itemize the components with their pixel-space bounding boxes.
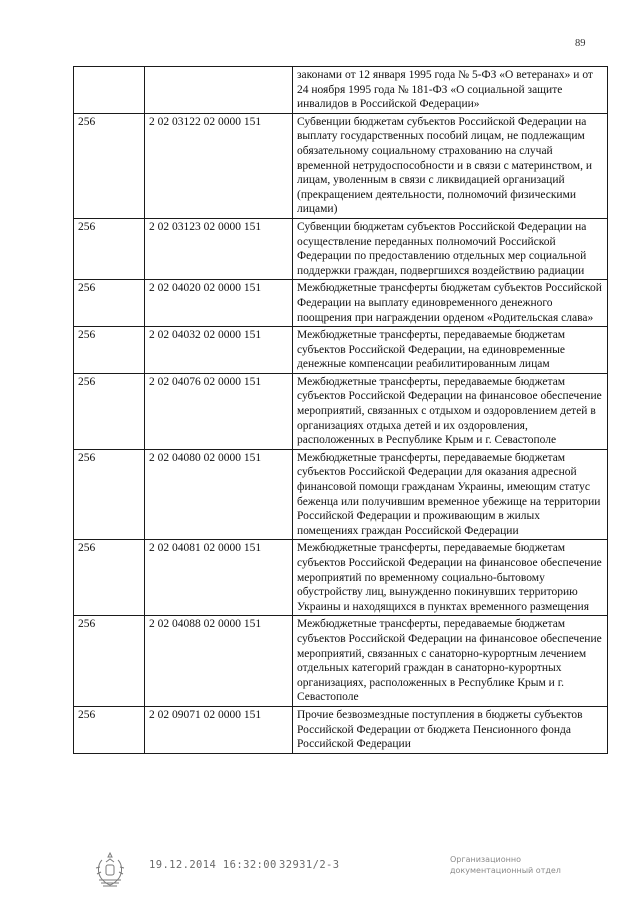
table-row [74, 540, 608, 616]
revenue-name-cell: Субвенции бюджетам субъектов Российской Федерации на осуществление переданных полномочий Российской Федерации по предоставлению отдельных мер социальной поддержки граждан, подвергшихся воздействию радиации [293, 218, 608, 279]
admin-code-cell: 256 [74, 706, 145, 753]
admin-code-cell: 256 [74, 616, 145, 707]
table-row [74, 373, 608, 449]
revenue-name-cell: Субвенции бюджетам субъектов Российской Федерации на выплату государственных пособий лицам, не подлежащим обязательному социальному страхованию на случай временной нетрудоспособности и в связи с материнством, и лицам, уволенным в связи с ликвидацией организаций (прекращением деятельности, полномочий физическими лицами) [293, 113, 608, 218]
page-number: 89 [575, 38, 586, 49]
revenue-name-cell: Прочие безвозмездные поступления в бюджеты субъектов Российской Федерации от бюджета Пенсионного фонда Российской Федерации [293, 706, 608, 753]
budget-code-cell: 2 02 09071 02 0000 151 [145, 706, 293, 753]
revenue-name-cell: Межбюджетные трансферты бюджетам субъектов Российской Федерации на выплату единовременного денежного поощрения при награждении орденом «Родительская слава» [293, 280, 608, 327]
revenue-name-cell: Межбюджетные трансферты, передаваемые бюджетам субъектов Российской Федерации на финансовое обеспечение мероприятий по временному социально-бытовому обустройству лиц, вынужденно покинувших территорию Украины и находящихся в пунктах временного размещения [293, 540, 608, 616]
revenue-name-cell: Межбюджетные трансферты, передаваемые бюджетам субъектов Российской Федерации на финансовое обеспечение мероприятий, связанных с отдыхом и оздоровлением детей в организациях отдыха детей и их оздоровления, расположенных в Республике Крым и г. Севастополе [293, 373, 608, 449]
stamp-date: 19.12.2014 16:32:00 [149, 859, 277, 871]
budget-code-cell: 2 02 03122 02 0000 151 [145, 113, 293, 218]
admin-code-cell: 256 [74, 218, 145, 279]
table-row [74, 327, 608, 374]
table-row [74, 616, 608, 707]
budget-code-cell: 2 02 04081 02 0000 151 [145, 540, 293, 616]
stamp-department-line: документационный отдел [450, 866, 561, 875]
revenue-name-cell: Межбюджетные трансферты, передаваемые бюджетам субъектов Российской Федерации на финансовое обеспечение мероприятий, связанных с санаторно-курортным лечением отдельных категорий граждан в санаторно-курортных организациях, расположенных в Республике Крым и г. Севастополе [293, 616, 608, 707]
table-row [74, 706, 608, 753]
admin-code-cell: 256 [74, 540, 145, 616]
admin-code-cell: 256 [74, 449, 145, 540]
admin-code-cell: 256 [74, 373, 145, 449]
budget-code-cell: 2 02 04080 02 0000 151 [145, 449, 293, 540]
stamp-department [450, 854, 561, 876]
budget-code-cell: 2 02 04032 02 0000 151 [145, 327, 293, 374]
document-footer-stamp [0, 850, 640, 900]
admin-code-cell: 256 [74, 280, 145, 327]
admin-code-cell: 256 [74, 113, 145, 218]
revenue-name-cell: законами от 12 января 1995 года № 5-ФЗ «О ветеранах» и от 24 ноября 1995 года № 181-ФЗ «О социальной защите инвалидов в Российской Федерации» [293, 67, 608, 114]
admin-code-cell [74, 67, 145, 114]
stamp-department-line: Организационно [450, 855, 521, 864]
budget-code-cell: 2 02 04020 02 0000 151 [145, 280, 293, 327]
budget-code-cell [145, 67, 293, 114]
budget-code-cell: 2 02 03123 02 0000 151 [145, 218, 293, 279]
table-row [74, 280, 608, 327]
admin-code-cell: 256 [74, 327, 145, 374]
table-row [74, 67, 608, 114]
coat-of-arms-icon [93, 850, 127, 890]
revenue-name-cell: Межбюджетные трансферты, передаваемые бюджетам субъектов Российской Федерации, на единовременные денежные компенсации реабилитированным лицам [293, 327, 608, 374]
table-row [74, 449, 608, 540]
budget-code-cell: 2 02 04088 02 0000 151 [145, 616, 293, 707]
revenue-name-cell: Межбюджетные трансферты, передаваемые бюджетам субъектов Российской Федерации для оказания адресной финансовой помощи гражданам Украины, имеющим статус беженца или получившим временное убежище на территории Российской Федерации и проживающим в жилых помещениях граждан Российской Федерации [293, 449, 608, 540]
table-row [74, 113, 608, 218]
budget-codes-table [73, 66, 608, 754]
table-row [74, 218, 608, 279]
budget-code-cell: 2 02 04076 02 0000 151 [145, 373, 293, 449]
stamp-document-number: 32931/2-3 [279, 859, 340, 871]
